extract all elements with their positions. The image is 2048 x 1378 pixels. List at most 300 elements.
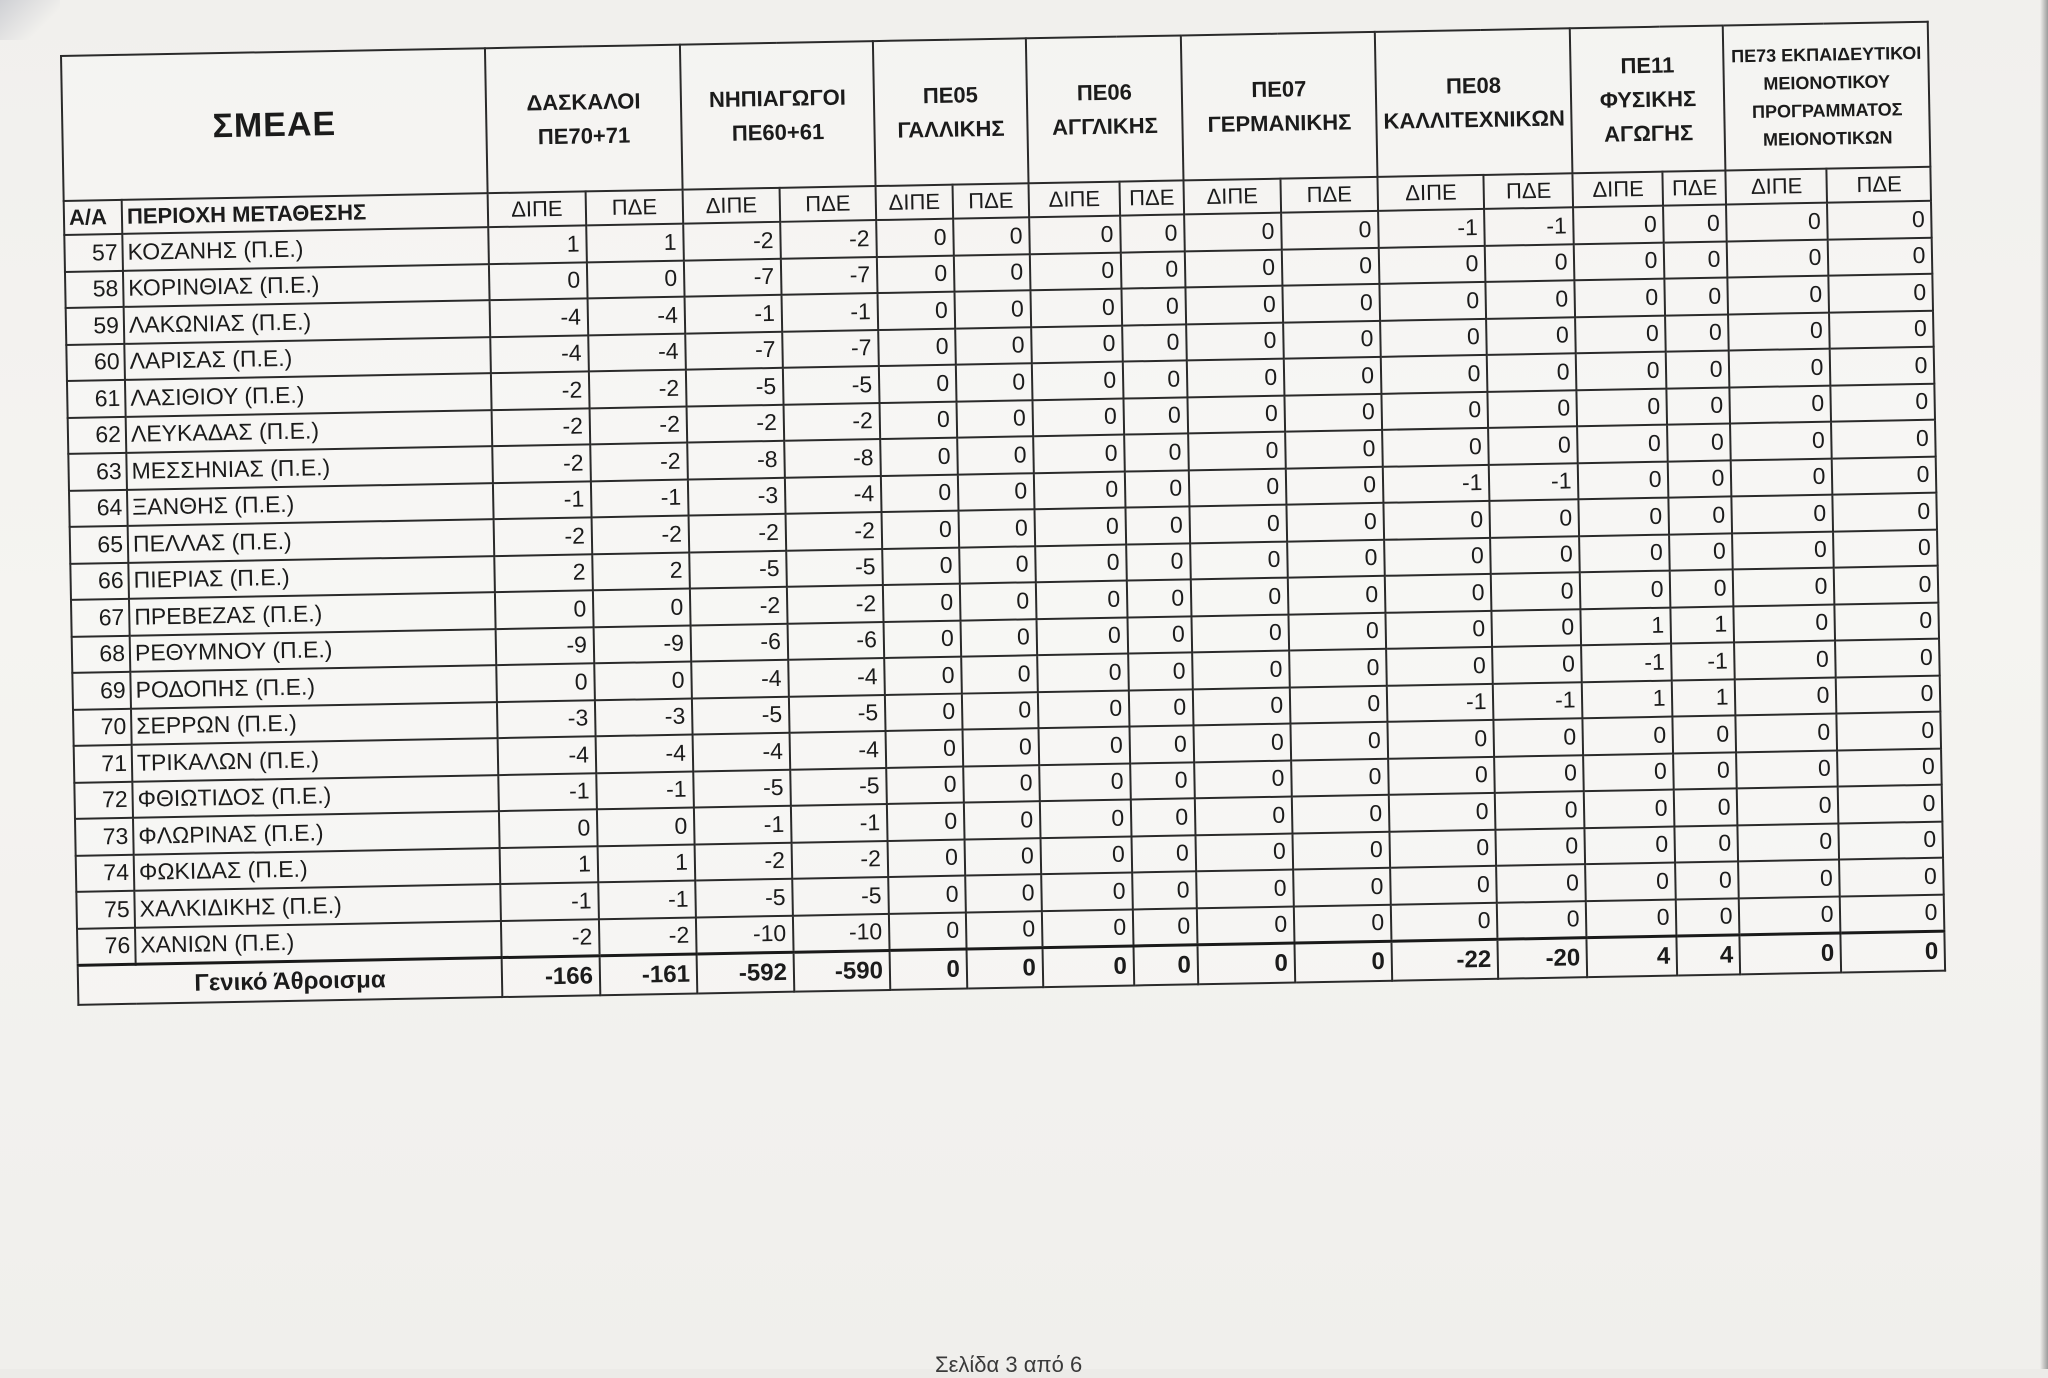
cell-value: 1 xyxy=(500,846,599,884)
cell-value: 0 xyxy=(1389,829,1496,867)
page-footer: Σελίδα 3 από 6 xyxy=(935,1352,1083,1377)
cell-value: 0 xyxy=(1195,833,1293,871)
row-number: 74 xyxy=(76,854,135,892)
cell-value: 0 xyxy=(1739,896,1841,935)
row-region: ΧΑΛΚΙΔΙΚΗΣ (Π.Ε.) xyxy=(134,884,501,927)
total-value: 0 xyxy=(1197,943,1295,984)
cell-value: 0 xyxy=(1126,543,1191,581)
total-value: -166 xyxy=(502,956,601,997)
cell-value: 0 xyxy=(1573,206,1664,244)
row-region: ΚΟΖΑΝΗΣ (Π.Ε.) xyxy=(122,227,489,270)
cell-value: 0 xyxy=(1031,325,1123,363)
sub-header-dipe: ΔΙΠΕ xyxy=(488,191,587,227)
cell-value: 0 xyxy=(1034,471,1126,509)
cell-value: 0 xyxy=(880,438,958,476)
cell-value: 0 xyxy=(957,436,1034,474)
cell-value: 0 xyxy=(1580,534,1671,572)
total-value: -590 xyxy=(794,950,891,991)
cell-value: -4 xyxy=(490,335,589,373)
cell-value: 0 xyxy=(1729,349,1831,387)
cell-value: 0 xyxy=(1286,503,1384,541)
cell-value: -7 xyxy=(684,258,782,296)
cell-value: 0 xyxy=(1189,505,1287,543)
total-value: 0 xyxy=(890,949,968,990)
cell-value: 0 xyxy=(1492,645,1582,683)
cell-value: -1 xyxy=(1671,642,1735,680)
row-region: ΛΑΚΩΝΙΑΣ (Π.Ε.) xyxy=(124,300,491,343)
total-value: 0 xyxy=(1134,945,1199,986)
cell-value: 0 xyxy=(1576,352,1667,390)
cell-value: -5 xyxy=(689,550,787,588)
cell-value: 0 xyxy=(1037,654,1129,692)
cell-value: 0 xyxy=(1036,581,1128,619)
cell-value: 0 xyxy=(496,663,595,701)
cell-value: 0 xyxy=(953,217,1030,255)
row-region: ΛΑΡΙΣΑΣ (Π.Ε.) xyxy=(124,337,491,380)
cell-value: -1 xyxy=(500,882,599,920)
sub-header-dipe: ΔΙΠΕ xyxy=(1029,182,1121,218)
cell-value: 0 xyxy=(1284,357,1382,395)
cell-value: -10 xyxy=(793,913,890,952)
cell-value: -2 xyxy=(590,443,688,481)
cell-value: -2 xyxy=(492,444,591,482)
row-region: ΡΕΘΥΜΝΟΥ (Π.Ε.) xyxy=(130,629,497,672)
cell-value: -4 xyxy=(693,733,791,771)
cell-value: 0 xyxy=(1575,279,1666,317)
total-value: 0 xyxy=(1740,933,1842,974)
cell-value: 0 xyxy=(1726,203,1828,241)
row-number: 57 xyxy=(64,234,123,272)
cell-value: 0 xyxy=(1732,495,1834,533)
cell-value: 0 xyxy=(1734,641,1836,679)
cell-value: -3 xyxy=(497,700,596,738)
cell-value: 0 xyxy=(877,292,955,330)
row-region: ΚΟΡΙΝΘΙΑΣ (Π.Ε.) xyxy=(123,264,490,307)
cell-value: 0 xyxy=(1385,574,1492,612)
group-header-pe60: ΝΗΠΙΑΓΩΓΟΙ ΠΕ60+61 xyxy=(680,41,876,190)
cell-value: 0 xyxy=(963,765,1040,803)
cell-value: 1 xyxy=(1582,680,1673,718)
cell-value: 0 xyxy=(1282,247,1380,285)
cell-value: 0 xyxy=(1579,498,1670,536)
cell-value: 0 xyxy=(1035,544,1127,582)
cell-value: 0 xyxy=(1192,651,1290,689)
cell-value: 0 xyxy=(966,911,1043,949)
row-region: ΠΕΛΛΑΣ (Π.Ε.) xyxy=(128,519,495,562)
group-header-pe73: ΠΕ73 ΕΚΠΑΙΔΕΥΤΙΚΟΙ ΜΕΙΟΝΟΤΙΚΟΥ ΠΡΟΓΡΑΜΜΑΤΟΣ ΜΕΙΟΝΟΤΙΚΩΝ xyxy=(1723,22,1931,171)
cell-value: 0 xyxy=(1123,397,1188,435)
cell-value: 0 xyxy=(1289,649,1387,687)
row-number: 73 xyxy=(75,818,134,856)
cell-value: 1 xyxy=(1672,679,1736,717)
cell-value: 0 xyxy=(1834,566,1939,604)
cell-value: 0 xyxy=(954,254,1031,292)
cell-value: 0 xyxy=(876,219,954,257)
cell-value: 0 xyxy=(1033,435,1125,473)
cell-value: 0 xyxy=(961,655,1038,693)
row-region: ΦΛΩΡΙΝΑΣ (Π.Ε.) xyxy=(133,811,500,854)
cell-value: -2 xyxy=(792,840,889,878)
group-header-pe08: ΠΕ08 ΚΑΛΛΙΤΕΧΝΙΚΩΝ xyxy=(1375,28,1573,177)
cell-value: 0 xyxy=(1487,353,1577,391)
cell-value: 0 xyxy=(1832,456,1937,494)
sub-header-dipe: ΔΙΠΕ xyxy=(876,185,954,220)
cell-value: 0 xyxy=(956,363,1033,401)
cell-value: -5 xyxy=(786,549,883,587)
sub-header-pde: ΠΔΕ xyxy=(1484,173,1574,209)
total-value: 0 xyxy=(1294,941,1392,982)
cell-value: 0 xyxy=(1385,610,1492,648)
cell-value: 0 xyxy=(1668,460,1732,498)
row-region: ΠΡΕΒΕΖΑΣ (Π.Ε.) xyxy=(129,592,496,635)
sub-header-dipe: ΔΙΠΕ xyxy=(1377,175,1484,211)
region-header: ΠΕΡΙΟΧΗ ΜΕΤΑΘΕΣΗΣ xyxy=(122,193,489,234)
cell-value: 0 xyxy=(880,401,958,439)
row-number: 71 xyxy=(74,745,133,783)
sub-header-dipe: ΔΙΠΕ xyxy=(1726,169,1828,205)
total-value: 0 xyxy=(967,948,1044,989)
cell-value: 0 xyxy=(1490,499,1580,537)
cell-value: -2 xyxy=(599,917,697,956)
cell-value: 0 xyxy=(877,255,955,293)
cell-value: -2 xyxy=(492,408,591,446)
cell-value: 0 xyxy=(1584,753,1675,791)
cell-value: 0 xyxy=(1577,388,1668,426)
cell-value: 0 xyxy=(1488,426,1578,464)
cell-value: 0 xyxy=(1384,537,1491,575)
row-region: ΦΘΙΩΤΙΔΟΣ (Π.Ε.) xyxy=(132,775,499,818)
cell-value: 0 xyxy=(597,808,695,846)
row-number: 63 xyxy=(68,453,127,491)
cell-value: 0 xyxy=(962,692,1039,730)
page-edge-shadow xyxy=(2040,0,2048,1369)
cell-value: 0 xyxy=(1386,647,1493,685)
cell-value: 0 xyxy=(878,328,956,366)
cell-value: 0 xyxy=(1732,531,1834,569)
cell-value: 0 xyxy=(1188,432,1286,470)
cell-value: -4 xyxy=(790,731,887,769)
cell-value: 0 xyxy=(1130,762,1195,800)
cell-value: 0 xyxy=(1738,860,1840,898)
cell-value: 0 xyxy=(594,662,692,700)
cell-value: 0 xyxy=(1380,318,1487,356)
sub-header-pde: ΠΔΕ xyxy=(1119,180,1184,215)
row-region: ΣΕΡΡΩΝ (Π.Ε.) xyxy=(131,702,498,745)
cell-value: 0 xyxy=(1580,571,1671,609)
cell-value: -2 xyxy=(589,370,687,408)
cell-value: -1 xyxy=(1493,682,1583,720)
cell-value: 2 xyxy=(592,552,690,590)
cell-value: 0 xyxy=(499,809,598,847)
cell-value: -3 xyxy=(595,698,693,736)
cell-value: -4 xyxy=(785,476,882,514)
cell-value: 0 xyxy=(955,327,1032,365)
cell-value: 0 xyxy=(888,839,966,877)
row-region: ΤΡΙΚΑΛΩΝ (Π.Ε.) xyxy=(132,738,499,781)
cell-value: 0 xyxy=(1281,211,1379,249)
cell-value: 0 xyxy=(1669,533,1733,571)
cell-value: 0 xyxy=(1128,652,1193,690)
group-header-pe05: ΠΕ05 ΓΑΛΛΙΚΗΣ xyxy=(873,38,1029,186)
sub-header-dipe: ΔΙΠΕ xyxy=(683,188,781,224)
cell-value: 0 xyxy=(1382,428,1489,466)
cell-value: 0 xyxy=(1039,763,1131,801)
cell-value: 0 xyxy=(1491,572,1581,610)
cell-value: 0 xyxy=(1830,347,1935,385)
cell-value: 0 xyxy=(959,546,1036,584)
cell-value: -1 xyxy=(1387,683,1494,721)
row-number: 69 xyxy=(72,672,131,710)
cell-value: -4 xyxy=(490,298,589,336)
cell-value: 0 xyxy=(1293,868,1391,906)
cell-value: 0 xyxy=(1734,604,1836,642)
cell-value: -1 xyxy=(493,481,592,519)
cell-value: 0 xyxy=(1736,714,1838,752)
cell-value: 0 xyxy=(1583,717,1674,755)
cell-value: -6 xyxy=(788,622,885,660)
cell-value: -9 xyxy=(594,625,692,663)
cell-value: 2 xyxy=(494,554,593,592)
row-region: ΞΑΝΘΗΣ (Π.Ε.) xyxy=(127,483,494,526)
cell-value: 0 xyxy=(1496,864,1586,902)
cell-value: 0 xyxy=(1389,793,1496,831)
cell-value: 0 xyxy=(1577,425,1668,463)
sub-header-pde: ΠΔΕ xyxy=(1663,170,1727,205)
row-number: 59 xyxy=(66,307,125,345)
row-number: 68 xyxy=(72,635,131,673)
cell-value: 0 xyxy=(1485,244,1575,282)
cell-value: 0 xyxy=(1187,359,1285,397)
cell-value: 0 xyxy=(887,803,965,841)
row-region: ΦΩΚΙΔΑΣ (Π.Ε.) xyxy=(134,848,501,891)
cell-value: 0 xyxy=(961,619,1038,657)
cell-value: 0 xyxy=(1379,282,1486,320)
row-region: ΛΕΥΚΑΔΑΣ (Π.Ε.) xyxy=(126,410,493,453)
cell-value: -5 xyxy=(792,877,889,915)
cell-value: 0 xyxy=(1486,280,1576,318)
cell-value: -1 xyxy=(1383,464,1490,502)
cell-value: 0 xyxy=(1829,274,1934,312)
cell-value: 0 xyxy=(593,589,691,627)
cell-value: -1 xyxy=(791,804,888,842)
total-value: -161 xyxy=(600,954,698,995)
aa-header: Α/Α xyxy=(64,200,123,235)
cell-value: 0 xyxy=(886,730,964,768)
cell-value: 0 xyxy=(1667,387,1731,425)
cell-value: -1 xyxy=(1484,207,1574,245)
cell-value: 0 xyxy=(1041,836,1133,874)
cell-value: 0 xyxy=(1187,395,1285,433)
cell-value: 0 xyxy=(1674,752,1738,790)
sub-header-pde: ΠΔΕ xyxy=(586,190,684,226)
cell-value: 0 xyxy=(1835,602,1940,640)
cell-value: -5 xyxy=(790,767,887,805)
cell-value: 0 xyxy=(1129,689,1194,727)
cell-value: 0 xyxy=(1492,609,1582,647)
row-region: ΡΟΔΟΠΗΣ (Π.Ε.) xyxy=(130,665,497,708)
cell-value: 0 xyxy=(1578,461,1669,499)
cell-value: 0 xyxy=(1185,249,1283,287)
cell-value: 0 xyxy=(1282,284,1380,322)
cell-value: 0 xyxy=(1837,712,1942,750)
sub-header-dipe: ΔΙΠΕ xyxy=(1183,179,1281,215)
cell-value: -7 xyxy=(782,330,879,368)
cell-value: 1 xyxy=(1671,606,1735,644)
row-number: 61 xyxy=(67,380,126,418)
cell-value: -2 xyxy=(592,516,690,554)
cell-value: 0 xyxy=(1122,324,1187,362)
cell-value: -1 xyxy=(1489,463,1579,501)
cell-value: 0 xyxy=(1837,748,1942,786)
cell-value: 0 xyxy=(884,620,962,658)
cell-value: -2 xyxy=(590,406,688,444)
cell-value: -2 xyxy=(689,514,787,552)
total-value: -20 xyxy=(1498,938,1588,979)
cell-value: 0 xyxy=(1730,385,1832,423)
cell-value: 0 xyxy=(882,547,960,585)
cell-value: -2 xyxy=(787,585,884,623)
cell-value: -1 xyxy=(1582,644,1673,682)
cell-value: 0 xyxy=(1124,433,1189,471)
row-number: 60 xyxy=(66,343,125,381)
cell-value: 0 xyxy=(1833,529,1938,567)
row-number: 62 xyxy=(68,416,127,454)
cell-value: -2 xyxy=(683,222,781,260)
cell-value: 0 xyxy=(1676,898,1740,936)
cell-value: 0 xyxy=(1193,724,1291,762)
cell-value: 1 xyxy=(1581,607,1672,645)
total-value: -592 xyxy=(697,952,795,993)
row-number: 58 xyxy=(65,270,124,308)
printed-sheet xyxy=(60,21,1947,1006)
group-header-pe07: ΠΕ07 ΓΕΡΜΑΝΙΚΗΣ xyxy=(1181,32,1378,181)
cell-value: 0 xyxy=(954,290,1031,328)
cell-value: 0 xyxy=(1835,639,1940,677)
cell-value: -7 xyxy=(685,331,783,369)
cell-value: 0 xyxy=(1496,828,1586,866)
cell-value: 0 xyxy=(1665,277,1729,315)
row-number: 70 xyxy=(73,708,132,746)
cell-value: 0 xyxy=(964,801,1041,839)
cell-value: 0 xyxy=(1838,785,1943,823)
row-number: 66 xyxy=(70,562,129,600)
cell-value: 0 xyxy=(1586,863,1677,901)
cell-value: 0 xyxy=(1486,317,1576,355)
cell-value: -2 xyxy=(501,919,600,958)
cell-value: 0 xyxy=(1490,536,1580,574)
cell-value: 0 xyxy=(1735,677,1837,715)
cell-value: 1 xyxy=(488,225,587,263)
cell-value: 0 xyxy=(1190,541,1288,579)
cell-value: 0 xyxy=(1125,506,1190,544)
cell-value: -5 xyxy=(789,694,886,732)
cell-value: 0 xyxy=(1038,690,1130,728)
cell-value: 0 xyxy=(1390,866,1497,904)
cell-value: 0 xyxy=(1196,870,1294,908)
cell-value: 0 xyxy=(1829,310,1934,348)
cell-value: 0 xyxy=(1287,539,1385,577)
cell-value: 0 xyxy=(1495,791,1585,829)
cell-value: 0 xyxy=(489,262,588,300)
row-region: ΛΑΣΙΘΙΟΥ (Π.Ε.) xyxy=(125,373,492,416)
cell-value: 0 xyxy=(1184,213,1282,251)
cell-value: -2 xyxy=(491,371,590,409)
cell-value: -5 xyxy=(695,879,793,917)
cell-value: 0 xyxy=(1667,423,1731,461)
cell-value: 0 xyxy=(587,260,685,298)
cell-value: 0 xyxy=(1738,823,1840,861)
cell-value: 0 xyxy=(1586,899,1677,938)
cell-value: 0 xyxy=(1132,871,1197,909)
cell-value: 0 xyxy=(1727,239,1829,277)
cell-value: 0 xyxy=(1664,241,1728,279)
cell-value: 0 xyxy=(1029,216,1121,254)
table-title: ΣΜΕΑΕ xyxy=(61,48,488,201)
cell-value: 0 xyxy=(1292,795,1390,833)
cell-value: -5 xyxy=(686,368,784,406)
cell-value: 0 xyxy=(963,728,1040,766)
row-number: 76 xyxy=(77,927,136,965)
total-value: 0 xyxy=(1841,931,1946,972)
cell-value: -5 xyxy=(783,366,880,404)
sub-header-pde: ΠΔΕ xyxy=(1280,177,1378,213)
cell-value: 0 xyxy=(1575,315,1666,353)
cell-value: 0 xyxy=(1288,612,1386,650)
cell-value: -2 xyxy=(494,517,593,555)
cell-value: 0 xyxy=(1041,872,1133,910)
cell-value: 0 xyxy=(1494,755,1584,793)
cell-value: 0 xyxy=(1133,908,1198,946)
cell-value: 0 xyxy=(1032,398,1124,436)
row-number: 65 xyxy=(70,526,129,564)
cell-value: 0 xyxy=(1186,322,1284,360)
cell-value: -4 xyxy=(588,333,686,371)
cell-value: 0 xyxy=(1042,909,1134,948)
cell-value: 0 xyxy=(1127,579,1192,617)
cell-value: 0 xyxy=(1379,245,1486,283)
cell-value: 0 xyxy=(1194,760,1292,798)
cell-value: 0 xyxy=(882,511,960,549)
cell-value: 0 xyxy=(1839,858,1944,896)
row-region: ΧΑΝΙΩΝ (Π.Ε.) xyxy=(135,921,502,965)
cell-value: 0 xyxy=(1381,391,1488,429)
cell-value: 0 xyxy=(886,766,964,804)
cell-value: 0 xyxy=(1120,214,1185,252)
cell-value: 0 xyxy=(1290,722,1388,760)
cell-value: 0 xyxy=(1185,286,1283,324)
cell-value: 0 xyxy=(1292,831,1390,869)
cell-value: 0 xyxy=(1129,725,1194,763)
transfer-table xyxy=(60,21,1947,1006)
cell-value: 0 xyxy=(1286,466,1384,504)
cell-value: 0 xyxy=(1283,320,1381,358)
cell-value: 0 xyxy=(1728,276,1830,314)
row-number: 67 xyxy=(71,599,130,637)
cell-value: 0 xyxy=(889,912,967,950)
cell-value: 0 xyxy=(1383,501,1490,539)
cell-value: 0 xyxy=(1675,825,1739,863)
total-value: 0 xyxy=(1043,946,1135,987)
cell-value: -6 xyxy=(691,623,789,661)
cell-value: -8 xyxy=(687,441,785,479)
cell-value: 0 xyxy=(884,657,962,695)
cell-value: -1 xyxy=(1378,209,1485,247)
page-corner-shadow xyxy=(0,0,60,40)
cell-value: 1 xyxy=(598,844,696,882)
cell-value: -5 xyxy=(692,696,790,734)
cell-value: 0 xyxy=(1040,800,1132,838)
cell-value: 0 xyxy=(1663,204,1727,242)
